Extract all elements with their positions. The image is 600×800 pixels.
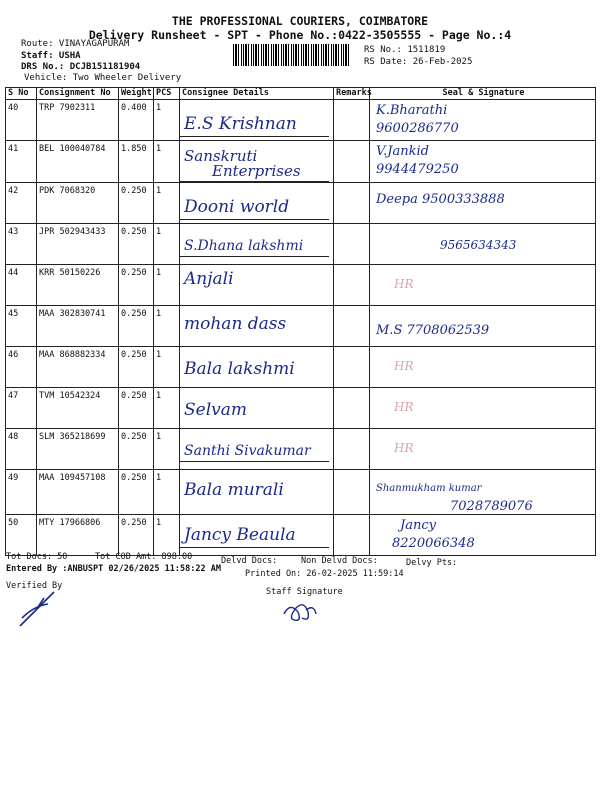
consignee-cell — [180, 388, 334, 429]
runsheet-subtitle: Delivery Runsheet - SPT - Phone No.:0422-3505555 - Page No.:4 — [88, 28, 512, 42]
delivery-points: Delvy Pts: — [406, 558, 458, 568]
pcs-cell: 1 — [154, 183, 180, 224]
company-title: THE PROFESSIONAL COURIERS, COIMBATORE — [171, 14, 429, 28]
consignee-name: S.Dhana lakshmi — [184, 238, 304, 254]
col-sno: S No — [6, 88, 37, 100]
remarks-cell — [334, 224, 370, 265]
seal-cell — [370, 388, 596, 429]
seal-name: K.Bharathi — [376, 103, 448, 118]
printed-on: Printed On: 26-02-2025 11:59:14 — [245, 569, 404, 579]
weight-cell: 0.250 — [119, 429, 154, 470]
consignee-name: Santhi Sivakumar — [184, 443, 311, 459]
consignee-name: E.S Krishnan — [184, 114, 297, 134]
drs-number: DRS No.: DCJB151181904 — [21, 62, 141, 72]
vehicle-label: Vehicle: Two Wheeler Delivery — [24, 73, 182, 83]
seal-name: 9565634343 — [440, 238, 517, 252]
consignment-cell: TRP 7902311 — [37, 100, 119, 141]
pcs-cell: 1 — [154, 388, 180, 429]
consignment-cell: PDK 7068320 — [37, 183, 119, 224]
seal-phone: 7028789076 — [450, 499, 533, 514]
sno-cell: 45 — [6, 306, 37, 347]
weight-cell: 0.250 — [119, 470, 154, 515]
table-row — [6, 265, 596, 306]
consignee-cell — [180, 347, 334, 388]
pcs-cell: 1 — [154, 515, 180, 556]
table-row — [6, 429, 596, 470]
consignment-cell: MAA 109457108 — [37, 470, 119, 515]
seal-cell — [370, 224, 596, 265]
remarks-cell — [334, 388, 370, 429]
table-header-row — [6, 88, 596, 100]
weight-cell: 0.400 — [119, 100, 154, 141]
seal-cell — [370, 141, 596, 183]
seal-cell — [370, 265, 596, 306]
consignment-cell: MAA 868882334 — [37, 347, 119, 388]
sno-cell: 50 — [6, 515, 37, 556]
seal-name: V.Jankid — [376, 144, 429, 159]
weight-cell: 0.250 — [119, 515, 154, 556]
table-row — [6, 515, 596, 556]
pcs-cell: 1 — [154, 224, 180, 265]
consignment-cell: BEL 100040784 — [37, 141, 119, 183]
seal-cell — [370, 183, 596, 224]
consignee-name: Bala lakshmi — [184, 359, 295, 379]
table-row — [6, 100, 596, 141]
seal-phone: 9600286770 — [376, 121, 459, 136]
seal-name: Deepa 9500333888 — [376, 192, 505, 207]
consignee-cell — [180, 183, 334, 224]
weight-cell: 0.250 — [119, 183, 154, 224]
weight-cell: 0.250 — [119, 224, 154, 265]
barcode — [233, 44, 351, 66]
remarks-cell — [334, 183, 370, 224]
runsheet-table — [5, 87, 596, 556]
route-label: Route: VINAYAGAPURAM — [21, 39, 130, 49]
weight-cell: 0.250 — [119, 306, 154, 347]
staff-signature-label: Staff Signature — [266, 587, 343, 597]
sno-cell: 44 — [6, 265, 37, 306]
remarks-cell — [334, 141, 370, 183]
pcs-cell: 1 — [154, 141, 180, 183]
non-delivered-docs: Non Delvd Docs: — [301, 556, 378, 566]
pcs-cell: 1 — [154, 100, 180, 141]
remarks-cell — [334, 429, 370, 470]
table-row — [6, 306, 596, 347]
consignment-cell: MAA 302830741 — [37, 306, 119, 347]
pcs-cell: 1 — [154, 306, 180, 347]
seal-cell — [370, 429, 596, 470]
delivered-docs: Delvd Docs: — [221, 556, 278, 566]
consignment-cell: TVM 10542324 — [37, 388, 119, 429]
consignee-cell — [180, 306, 334, 347]
seal-name: Jancy — [400, 518, 436, 533]
rs-date: RS Date: 26-Feb-2025 — [364, 57, 473, 67]
consignment-cell: KRR 50150226 — [37, 265, 119, 306]
sno-cell: 47 — [6, 388, 37, 429]
consignee-name: Dooni world — [184, 197, 290, 217]
pcs-cell: 1 — [154, 470, 180, 515]
consignee-name: Sanskruti Enterprises — [184, 147, 301, 180]
consignment-cell: MTY 17966806 — [37, 515, 119, 556]
seal-cell — [370, 100, 596, 141]
col-seal: Seal & Signature — [370, 88, 596, 100]
col-pcs: PCS — [154, 88, 180, 100]
seal-phone: 8220066348 — [392, 536, 475, 551]
col-consignee: Consignee Details — [180, 88, 334, 100]
sno-cell: 48 — [6, 429, 37, 470]
pcs-cell: 1 — [154, 429, 180, 470]
remarks-cell — [334, 100, 370, 141]
staff-signature — [280, 600, 320, 626]
weight-cell: 1.850 — [119, 141, 154, 183]
sno-cell: 42 — [6, 183, 37, 224]
weight-cell: 0.250 — [119, 347, 154, 388]
seal-phone: 9944479250 — [376, 162, 459, 177]
rs-number: RS No.: 1511819 — [364, 45, 446, 55]
remarks-cell — [334, 265, 370, 306]
consignment-cell: JPR 502943433 — [37, 224, 119, 265]
seal-name: HR — [394, 277, 414, 291]
consignee-cell — [180, 515, 334, 556]
sno-cell: 46 — [6, 347, 37, 388]
table-row — [6, 141, 596, 183]
seal-cell — [370, 515, 596, 556]
consignee-cell — [180, 100, 334, 141]
seal-name: M.S 7708062539 — [376, 323, 490, 338]
consignee-cell — [180, 265, 334, 306]
consignee-cell — [180, 429, 334, 470]
sno-cell: 43 — [6, 224, 37, 265]
total-docs: Tot Docs: 50 — [6, 552, 68, 562]
verifier-signature — [14, 588, 66, 630]
sno-cell: 49 — [6, 470, 37, 515]
seal-name: HR — [394, 441, 414, 455]
seal-cell — [370, 306, 596, 347]
weight-cell: 0.250 — [119, 265, 154, 306]
table-row — [6, 183, 596, 224]
table-row — [6, 224, 596, 265]
weight-cell: 0.250 — [119, 388, 154, 429]
seal-name: Shanmukham kumar — [376, 483, 482, 494]
verified-by-label: Verified By — [6, 581, 63, 591]
remarks-cell — [334, 515, 370, 556]
col-consignment: Consignment No — [37, 88, 119, 100]
seal-cell — [370, 347, 596, 388]
consignee-cell — [180, 470, 334, 515]
sno-cell: 41 — [6, 141, 37, 183]
seal-name: HR — [394, 359, 414, 373]
consignee-name: Anjali — [184, 269, 234, 289]
remarks-cell — [334, 306, 370, 347]
pcs-cell: 1 — [154, 265, 180, 306]
col-remarks: Remarks — [334, 88, 370, 100]
entered-by: Entered By :ANBUSPT 02/26/2025 11:58:22 AM — [6, 564, 221, 574]
consignee-name: Selvam — [184, 400, 248, 420]
remarks-cell — [334, 470, 370, 515]
consignee-cell — [180, 141, 334, 183]
consignee-cell — [180, 224, 334, 265]
table-row — [6, 470, 596, 515]
table-row — [6, 347, 596, 388]
total-cod-amount: Tot COD Amt: 898.00 — [95, 552, 193, 562]
pcs-cell: 1 — [154, 347, 180, 388]
consignee-name: Bala murali — [184, 480, 284, 500]
remarks-cell — [334, 347, 370, 388]
seal-name: HR — [394, 400, 414, 414]
consignee-name: mohan dass — [184, 314, 287, 334]
sno-cell: 40 — [6, 100, 37, 141]
table-row — [6, 388, 596, 429]
consignee-name: Jancy Beaula — [184, 525, 296, 545]
seal-cell — [370, 470, 596, 515]
col-weight: Weight — [119, 88, 154, 100]
staff-label: Staff: USHA — [21, 51, 81, 61]
consignment-cell: SLM 365218699 — [37, 429, 119, 470]
